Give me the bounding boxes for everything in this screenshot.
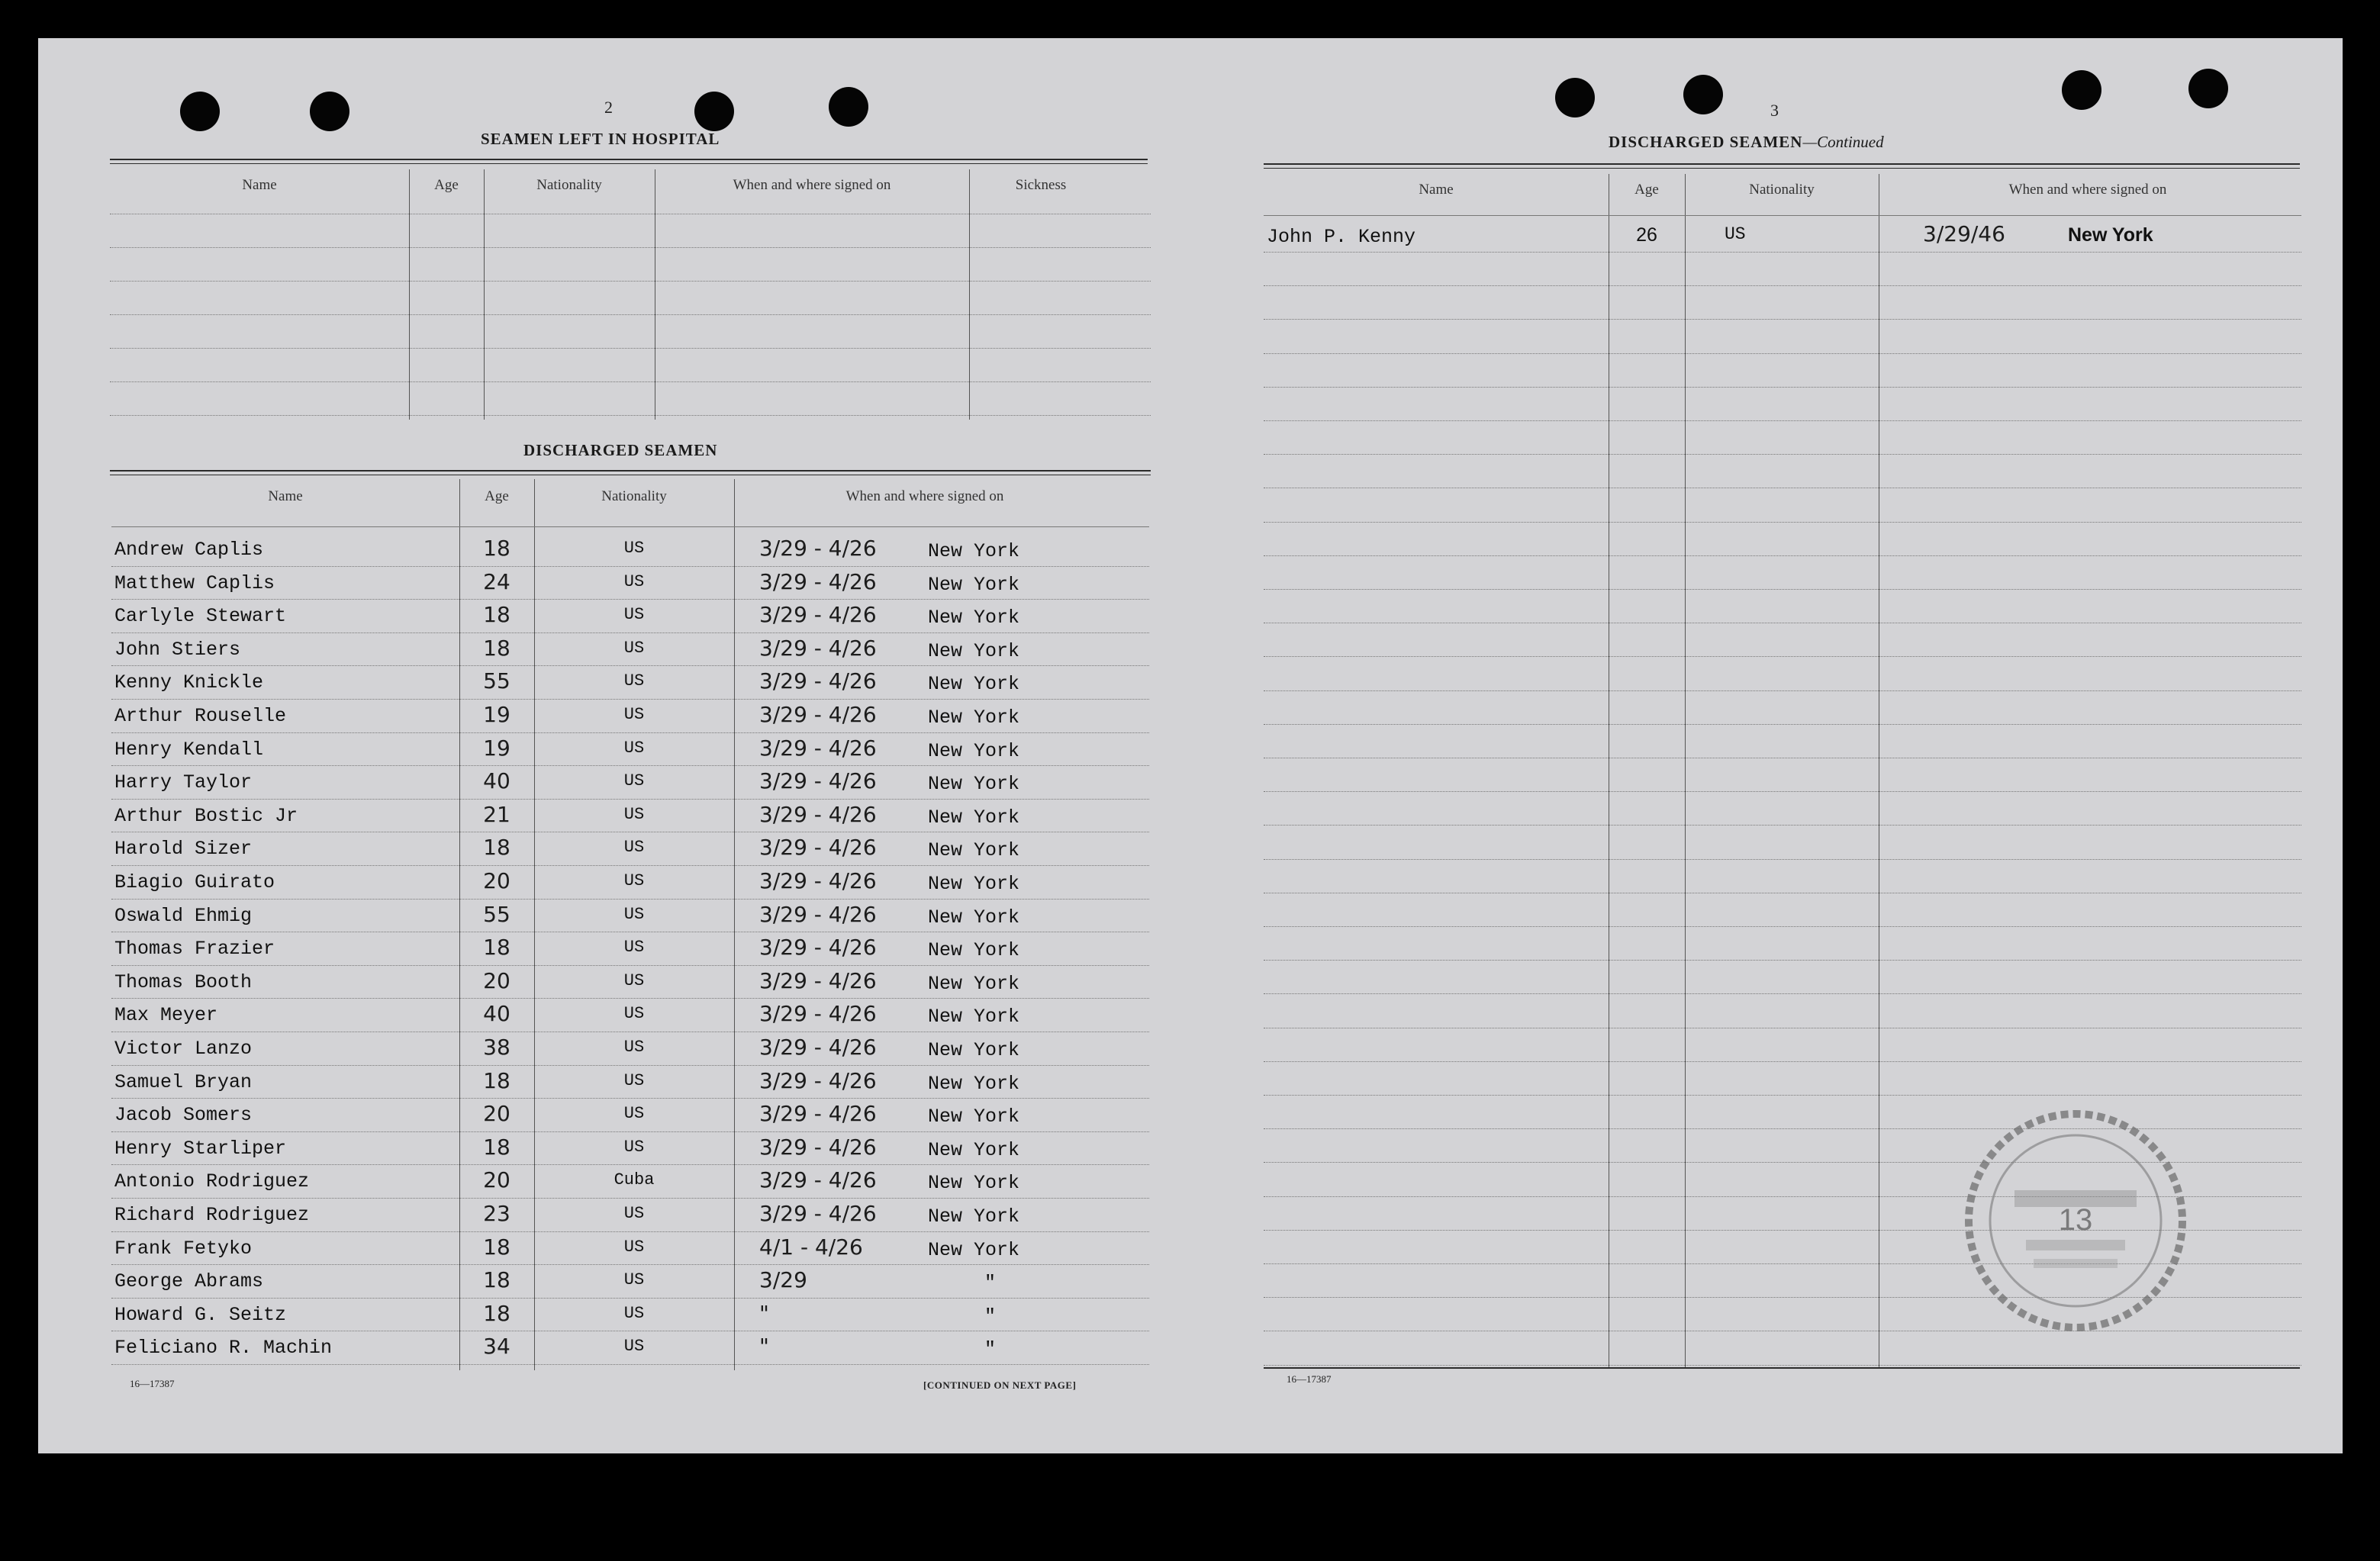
table-row <box>38 1067 1152 1100</box>
signed-on-place: New York <box>928 1039 1020 1061</box>
seaman-nationality: US <box>623 904 645 924</box>
seaman-nationality: US <box>623 1070 645 1090</box>
signed-on-dates: 3/29 - 4/26 <box>759 1167 877 1193</box>
signed-on-dates: 3/29 - 4/26 <box>759 536 877 561</box>
seaman-age: 18 <box>483 536 510 561</box>
discharged-top-rule <box>110 470 1151 472</box>
seaman-age: 20 <box>483 1167 510 1193</box>
right-top-rule <box>1264 168 2300 169</box>
seaman-name: Arthur Rouselle <box>114 705 287 727</box>
left-form-number: 16—17387 <box>130 1378 175 1389</box>
row-line <box>110 281 1151 282</box>
table-row <box>38 634 1152 668</box>
row-line <box>1264 960 2301 961</box>
signed-on-dates: 3/29 - 4/26 <box>759 735 877 761</box>
table-row <box>38 1099 1152 1133</box>
signed-on-dates: 3/29 - 4/26 <box>759 702 877 727</box>
signed-on-dates: 3/29 - 4/26 <box>759 568 877 594</box>
seaman-name: Henry Starliper <box>114 1137 287 1160</box>
discharged-header-1: Name <box>268 488 303 504</box>
hospital-header-1: Name <box>242 177 277 193</box>
right-header-1: Name <box>1419 182 1454 198</box>
signed-on-place: New York <box>928 773 1020 796</box>
seaman-age: 21 <box>483 801 510 827</box>
signed-on-dates: 3/29/46 <box>1923 221 2005 246</box>
seaman-nationality: US <box>623 1237 645 1257</box>
row-line <box>111 699 1149 700</box>
signed-on-dates: 3/29 - 4/26 <box>759 768 877 794</box>
table-row <box>38 900 1152 934</box>
seaman-nationality: US <box>623 804 645 824</box>
seaman-name: Biagio Guirato <box>114 871 275 893</box>
table-row <box>38 999 1152 1033</box>
table-row <box>38 933 1152 967</box>
signed-on-place: " <box>984 1272 997 1295</box>
seaman-age: 18 <box>483 1234 510 1260</box>
signed-on-place: New York <box>928 806 1020 829</box>
hospital-header-2: Age <box>434 177 459 193</box>
seaman-nationality: US <box>623 671 645 691</box>
signed-on-dates: 3/29 - 4/26 <box>759 935 877 961</box>
signed-on-place: New York <box>928 639 1020 662</box>
signed-on-place: New York <box>928 673 1020 696</box>
punch-hole <box>829 87 868 127</box>
table-row <box>38 667 1152 700</box>
row-line <box>111 998 1149 999</box>
row-line <box>111 732 1149 733</box>
row-line <box>111 566 1149 567</box>
seaman-name: Carlyle Stewart <box>114 605 287 628</box>
receiving-stamp <box>1961 1106 2190 1335</box>
seaman-nationality: US <box>623 1104 645 1124</box>
seaman-age: 18 <box>483 1267 510 1293</box>
seaman-age: 55 <box>483 901 510 927</box>
signed-on-dates: " <box>759 1300 769 1326</box>
seaman-nationality: US <box>1725 224 1746 244</box>
hospital-section-title: SEAMEN LEFT IN HOSPITAL <box>481 130 720 148</box>
header-line <box>1264 215 2301 216</box>
seaman-name: Harry Taylor <box>114 771 253 794</box>
table-row <box>38 700 1152 734</box>
signed-on-dates: 3/29 - 4/26 <box>759 635 877 661</box>
table-row <box>38 734 1152 768</box>
seaman-name: Harold Sizer <box>114 838 253 861</box>
seaman-age: 40 <box>483 768 510 794</box>
table-row <box>38 800 1152 834</box>
signed-on-place: New York <box>928 607 1020 629</box>
right-form-number: 16—17387 <box>1287 1373 1332 1385</box>
row-line <box>1264 1061 2301 1062</box>
signed-on-place: New York <box>928 1172 1020 1195</box>
table-row <box>38 534 1152 568</box>
row-line <box>1264 791 2301 792</box>
document-sheet <box>38 38 2343 1453</box>
row-line <box>111 599 1149 600</box>
table-row <box>38 220 2327 253</box>
signed-on-place: New York <box>928 1006 1020 1028</box>
signed-on-place: New York <box>928 706 1020 729</box>
row-line <box>1264 387 2301 388</box>
seaman-age: 40 <box>483 1001 510 1027</box>
seaman-name: Arthur Bostic Jr <box>114 804 298 827</box>
row-line <box>111 765 1149 766</box>
signed-on-dates: 3/29 - 4/26 <box>759 602 877 628</box>
seaman-nationality: US <box>623 1038 645 1057</box>
row-line <box>1264 522 2301 523</box>
row-line <box>111 1131 1149 1132</box>
bottom-rule <box>1264 1367 2300 1369</box>
header-line <box>111 526 1149 527</box>
table-row <box>38 1299 1152 1333</box>
discharged-header-2: Age <box>485 488 509 504</box>
signed-on-place: New York <box>2068 224 2153 246</box>
punch-hole <box>1555 78 1595 117</box>
seaman-nationality: Cuba <box>614 1170 655 1190</box>
seaman-name: Henry Kendall <box>114 738 264 761</box>
signed-on-place: New York <box>928 1238 1020 1261</box>
right-header-3: Nationality <box>1749 182 1815 198</box>
seaman-age: 20 <box>483 1101 510 1127</box>
row-line <box>111 665 1149 666</box>
row-line <box>1264 555 2301 556</box>
left-page-number: 2 <box>604 98 613 117</box>
hospital-header-5: Sickness <box>1015 177 1067 193</box>
punch-hole <box>180 92 220 131</box>
signed-on-dates: " <box>759 1334 769 1360</box>
signed-on-place: New York <box>928 1205 1020 1228</box>
signed-on-place: New York <box>928 906 1020 929</box>
seaman-name: Oswald Ehmig <box>114 904 253 927</box>
seaman-name: George Abrams <box>114 1270 264 1293</box>
seaman-name: Kenny Knickle <box>114 671 264 694</box>
signed-on-place: " <box>984 1305 997 1328</box>
seaman-nationality: US <box>623 1004 645 1024</box>
row-line <box>1264 454 2301 455</box>
row-line <box>110 381 1151 382</box>
table-row <box>38 1133 1152 1167</box>
right-section-title-suffix: —Continued <box>1802 133 1884 151</box>
seaman-age: 19 <box>483 702 510 727</box>
signed-on-dates: 3/29 - 4/26 <box>759 1001 877 1027</box>
signed-on-place: " <box>984 1338 997 1361</box>
seaman-name: John Stiers <box>114 638 241 661</box>
seaman-nationality: US <box>623 539 645 558</box>
seaman-age: 18 <box>483 602 510 628</box>
seaman-nationality: US <box>623 605 645 625</box>
row-line <box>1264 1365 2301 1366</box>
signed-on-dates: 4/1 - 4/26 <box>759 1234 863 1260</box>
row-line <box>111 1298 1149 1299</box>
seaman-age: 23 <box>483 1201 510 1226</box>
seaman-age: 24 <box>483 568 510 594</box>
row-line <box>111 1264 1149 1265</box>
table-row <box>38 833 1152 867</box>
signed-on-dates: 3/29 - 4/26 <box>759 1134 877 1160</box>
seaman-age: 18 <box>483 835 510 861</box>
signed-on-dates: 3/29 - 4/26 <box>759 901 877 927</box>
signed-on-place: New York <box>928 1138 1020 1161</box>
row-line <box>111 899 1149 900</box>
table-row <box>38 1033 1152 1067</box>
seaman-age: 18 <box>483 1134 510 1160</box>
seaman-age: 20 <box>483 868 510 893</box>
row-line <box>110 415 1151 416</box>
right-section-title-main: DISCHARGED SEAMEN <box>1609 133 1803 151</box>
hospital-top-rule <box>110 163 1148 164</box>
discharged-section-title: DISCHARGED SEAMEN <box>523 441 718 459</box>
hospital-header-3: Nationality <box>536 177 602 193</box>
table-row <box>38 568 1152 601</box>
seaman-nationality: US <box>623 638 645 658</box>
seaman-nationality: US <box>623 970 645 990</box>
table-row <box>38 867 1152 900</box>
table-row <box>38 1266 1152 1299</box>
right-section-title <box>1609 133 1884 152</box>
row-line <box>1264 1095 2301 1096</box>
seaman-nationality: US <box>623 1337 645 1357</box>
row-line <box>111 1231 1149 1232</box>
row-line <box>1264 926 2301 927</box>
row-line <box>111 1198 1149 1199</box>
seaman-name: Feliciano R. Machin <box>114 1337 333 1360</box>
signed-on-place: New York <box>928 739 1020 762</box>
punch-hole <box>310 92 349 131</box>
signed-on-dates: 3/29 - 4/26 <box>759 1101 877 1127</box>
signed-on-place: New York <box>928 540 1020 562</box>
seaman-name: Victor Lanzo <box>114 1038 253 1060</box>
signed-on-dates: 3/29 - 4/26 <box>759 1067 877 1093</box>
signed-on-dates: 3/29 - 4/26 <box>759 801 877 827</box>
table-row <box>38 1166 1152 1199</box>
table-row <box>38 967 1152 1000</box>
seaman-age: 18 <box>483 1067 510 1093</box>
signed-on-dates: 3/29 - 4/26 <box>759 1035 877 1060</box>
seaman-name: Antonio Rodriguez <box>114 1170 310 1193</box>
signed-on-place: New York <box>928 939 1020 962</box>
stamp-text: 13 <box>2058 1203 2093 1237</box>
signed-on-dates: 3/29 - 4/26 <box>759 1201 877 1226</box>
punch-hole <box>2188 69 2228 108</box>
row-line <box>1264 285 2301 286</box>
table-row <box>38 1233 1152 1267</box>
row-line <box>1264 724 2301 725</box>
seaman-age: 55 <box>483 668 510 694</box>
row-line <box>1264 353 2301 354</box>
row-line <box>1264 319 2301 320</box>
punch-hole <box>1683 75 1723 114</box>
hospital-header-4: When and where signed on <box>733 177 891 193</box>
hospital-top-rule <box>110 159 1148 160</box>
seaman-nationality: US <box>623 738 645 758</box>
seaman-nationality: US <box>623 571 645 591</box>
seaman-age: 38 <box>483 1035 510 1060</box>
signed-on-place: New York <box>928 873 1020 895</box>
seaman-nationality: US <box>623 1303 645 1323</box>
signed-on-dates: 3/29 - 4/26 <box>759 868 877 893</box>
seaman-nationality: US <box>623 938 645 958</box>
right-header-2: Age <box>1634 182 1659 198</box>
continued-note: [CONTINUED ON NEXT PAGE] <box>923 1379 1077 1391</box>
row-line <box>111 1164 1149 1165</box>
table-row <box>38 767 1152 800</box>
punch-hole <box>694 92 734 131</box>
seaman-age: 19 <box>483 735 510 761</box>
seaman-name: Thomas Booth <box>114 970 253 993</box>
seaman-nationality: US <box>623 771 645 791</box>
signed-on-place: New York <box>928 1072 1020 1095</box>
seaman-age: 18 <box>483 935 510 961</box>
signed-on-place: New York <box>928 1106 1020 1128</box>
row-line <box>1264 690 2301 691</box>
row-line <box>110 314 1151 315</box>
right-page-number: 3 <box>1770 101 1779 120</box>
row-line <box>111 865 1149 866</box>
discharged-header-3: Nationality <box>601 488 667 504</box>
signed-on-dates: 3/29 - 4/26 <box>759 668 877 694</box>
row-line <box>111 1065 1149 1066</box>
seaman-name: Jacob Somers <box>114 1104 253 1127</box>
signed-on-dates: 3/29 - 4/26 <box>759 835 877 861</box>
seaman-name: Thomas Frazier <box>114 938 275 961</box>
row-line <box>1264 993 2301 994</box>
seaman-age: 18 <box>483 635 510 661</box>
table-row <box>38 1199 1152 1233</box>
seaman-nationality: US <box>623 705 645 724</box>
seaman-name: John P. Kenny <box>1267 226 1416 248</box>
row-line <box>110 348 1151 349</box>
signed-on-dates: 3/29 - 4/26 <box>759 967 877 993</box>
seaman-nationality: US <box>623 838 645 858</box>
seaman-name: Max Meyer <box>114 1004 218 1027</box>
seaman-name: Howard G. Seitz <box>114 1303 287 1326</box>
row-line <box>1264 859 2301 860</box>
seaman-age: 18 <box>483 1300 510 1326</box>
right-top-rule <box>1264 163 2300 165</box>
right-header-4: When and where signed on <box>2008 182 2167 198</box>
row-line <box>111 799 1149 800</box>
seaman-name: Matthew Caplis <box>114 571 275 594</box>
seaman-nationality: US <box>623 1204 645 1223</box>
row-line <box>111 965 1149 966</box>
seaman-name: Richard Rodriguez <box>114 1204 310 1226</box>
row-line <box>1264 420 2301 421</box>
row-line <box>1264 656 2301 657</box>
signed-on-place: New York <box>928 839 1020 862</box>
seaman-age: 20 <box>483 967 510 993</box>
seaman-nationality: US <box>623 1270 645 1290</box>
seaman-name: Samuel Bryan <box>114 1070 253 1093</box>
seaman-nationality: US <box>623 871 645 890</box>
row-line <box>111 632 1149 633</box>
signed-on-place: New York <box>928 972 1020 995</box>
seaman-age: 34 <box>483 1334 510 1360</box>
table-row <box>38 1332 1152 1366</box>
row-line <box>111 1098 1149 1099</box>
signed-on-dates: 3/29 <box>759 1267 807 1293</box>
seaman-name: Frank Fetyko <box>114 1237 253 1260</box>
row-line <box>1264 825 2301 826</box>
signed-on-place: New York <box>928 573 1020 596</box>
table-row <box>38 600 1152 634</box>
seaman-age: 26 <box>1636 224 1657 246</box>
seaman-nationality: US <box>623 1137 645 1157</box>
seaman-name: Andrew Caplis <box>114 539 264 561</box>
row-line <box>111 1364 1149 1365</box>
punch-hole <box>2062 70 2101 110</box>
discharged-header-4: When and where signed on <box>845 488 1004 504</box>
row-line <box>1264 589 2301 590</box>
